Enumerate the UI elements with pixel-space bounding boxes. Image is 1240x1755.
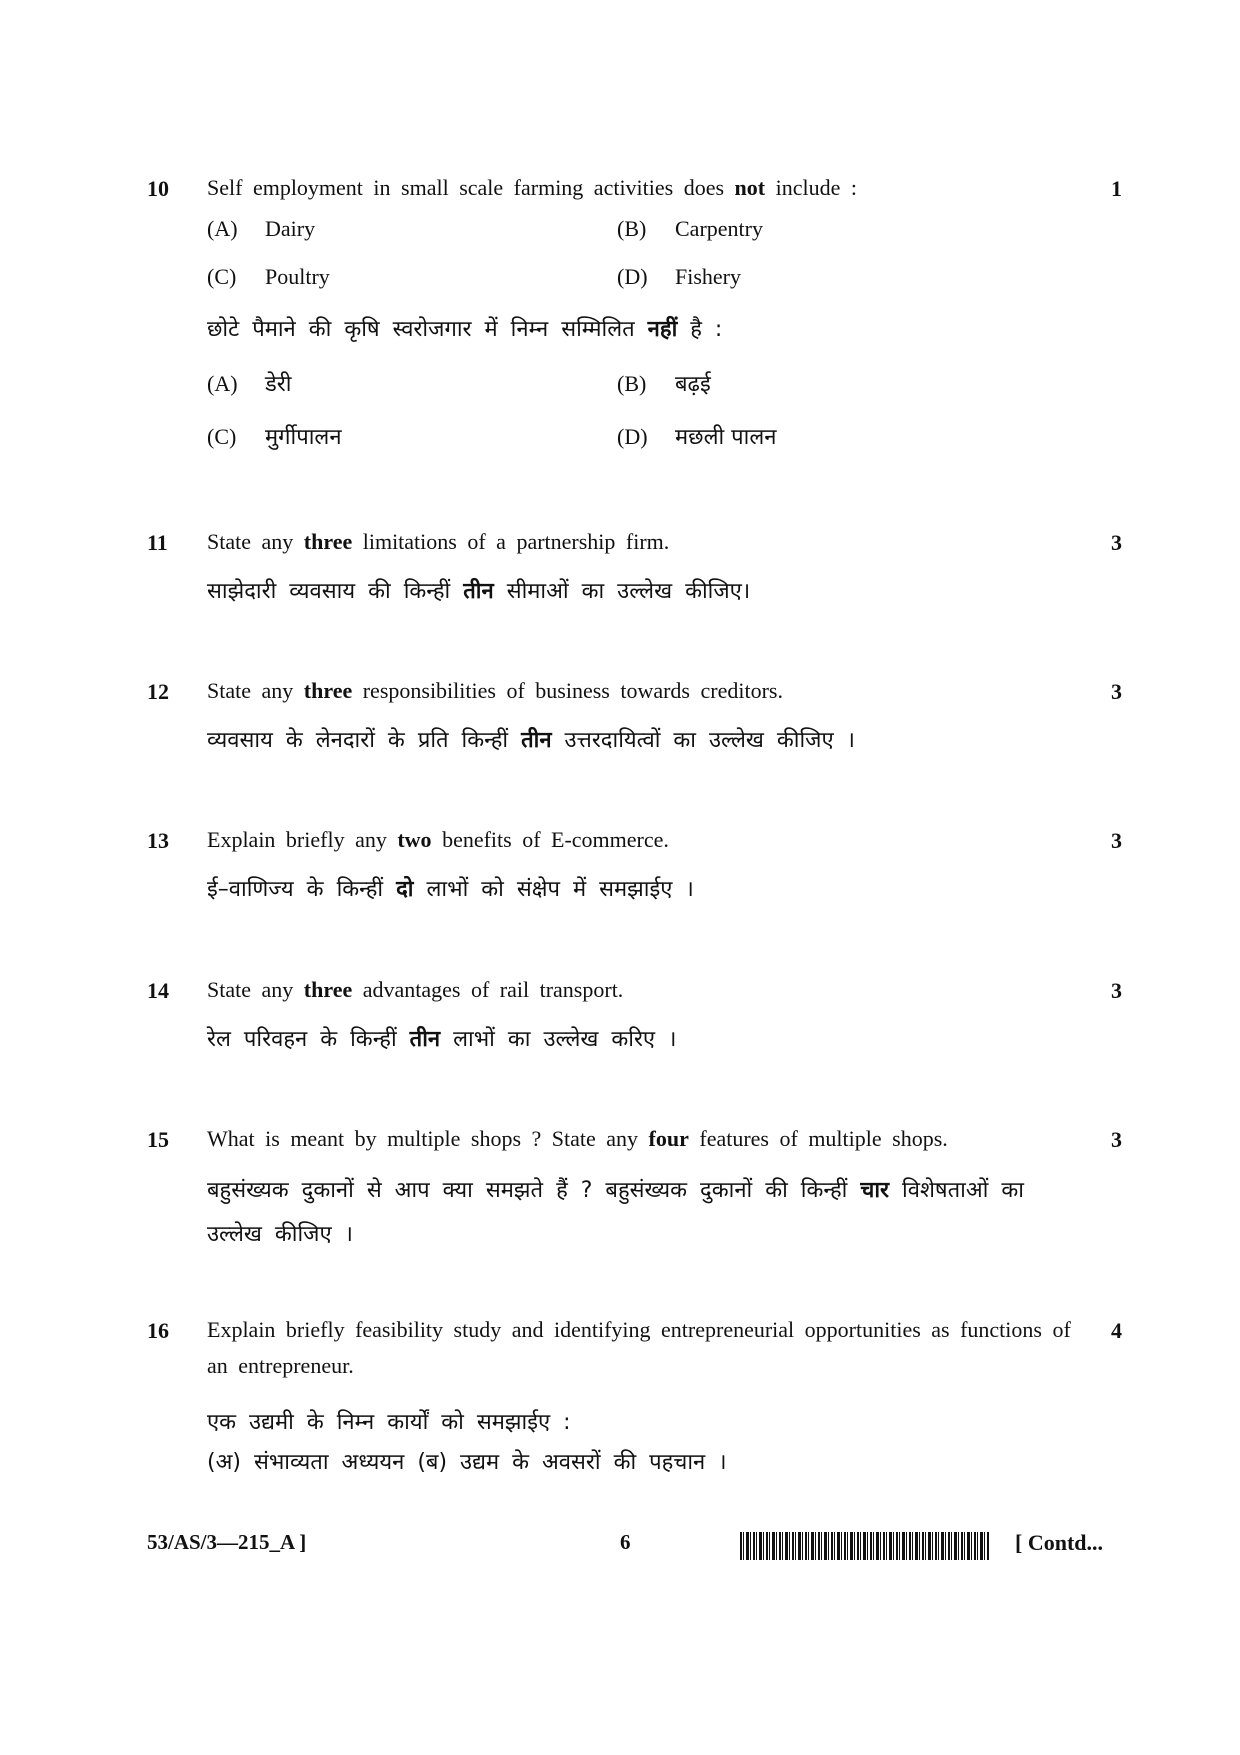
marks: 3: [1111, 978, 1122, 1003]
paper-code: 53/AS/3—215_A ]: [147, 1530, 307, 1554]
question-text-hi: ई–वाणिज्य के किन्हीं दो लाभों को संक्षेप में समझाईए ।: [207, 877, 694, 902]
question-text-hi: छोटे पैमाने की कृषि स्वरोजगार में निम्न सम्मिलित नहीं है :: [207, 317, 723, 342]
question-text-hi-line1: एक उद्यमी के निम्न कार्यों को समझाईए :: [207, 1410, 571, 1435]
question-number: 14: [147, 978, 169, 1003]
question-text-hi: व्यवसाय के लेनदारों के प्रति किन्हीं तीन उत्तरदायित्वों का उल्लेख कीजिए ।: [207, 728, 855, 753]
option-c-hi: (C) मुर्गीपालन: [207, 424, 342, 450]
barcode-icon: [740, 1532, 990, 1560]
question-text-hi: रेल परिवहन के किन्हीं तीन लाभों का उल्लेख करिए ।: [207, 1027, 677, 1052]
question-text-hi: बहुसंख्यक दुकानों से आप क्या समझते हैं ? बहुसंख्यक दुकानों की किन्हीं चार विशेषताओं का उल्लेख कीजिए ।: [207, 1178, 1024, 1247]
question-text-en: State any three responsibilities of business towards creditors.: [207, 678, 783, 703]
question-number: 13: [147, 828, 169, 853]
question-text-hi: साझेदारी व्यवसाय की किन्हीं तीन सीमाओं का उल्लेख कीजिए।: [207, 579, 751, 604]
page-footer: [0, 1530, 1240, 1570]
question-text-hi-line2: (अ) संभाव्यता अध्ययन (ब) उद्यम के अवसरों की पहचान ।: [207, 1450, 727, 1475]
question-text-en: Self employment in small scale farming activities does not include :: [207, 175, 857, 200]
question-text-en: Explain briefly any two benefits of E-commerce.: [207, 827, 669, 852]
question-text-en: Explain briefly feasibility study and identifying entrepreneurial opportunities as functions of an entrepreneur.: [207, 1317, 1071, 1378]
marks: 3: [1111, 679, 1122, 704]
option-a-hi: (A) डेरी: [207, 371, 292, 397]
option-b-en: (B) Carpentry: [617, 216, 763, 241]
continued-label: [ Contd...: [1015, 1530, 1104, 1555]
option-d-en: (D) Fishery: [617, 264, 741, 289]
question-text-en: State any three advantages of rail transport.: [207, 977, 624, 1002]
option-a-en: (A) Dairy: [207, 216, 316, 241]
option-d-hi: (D) मछली पालन: [617, 424, 777, 450]
question-number: 12: [147, 679, 169, 704]
question-number: 11: [147, 530, 168, 555]
option-b-hi: (B) बढ़ई: [617, 371, 711, 397]
marks: 3: [1111, 1127, 1122, 1152]
page-number: 6: [620, 1530, 631, 1554]
question-text-en: State any three limitations of a partnership firm.: [207, 529, 670, 554]
question-text-en: What is meant by multiple shops ? State any four features of multiple shops.: [207, 1126, 948, 1151]
option-c-en: (C) Poultry: [207, 264, 330, 289]
question-number: 15: [147, 1127, 169, 1152]
marks: 4: [1111, 1318, 1122, 1343]
marks: 1: [1111, 176, 1122, 201]
question-number: 16: [147, 1318, 169, 1343]
marks: 3: [1111, 530, 1122, 555]
marks: 3: [1111, 828, 1122, 853]
question-number: 10: [147, 176, 169, 201]
